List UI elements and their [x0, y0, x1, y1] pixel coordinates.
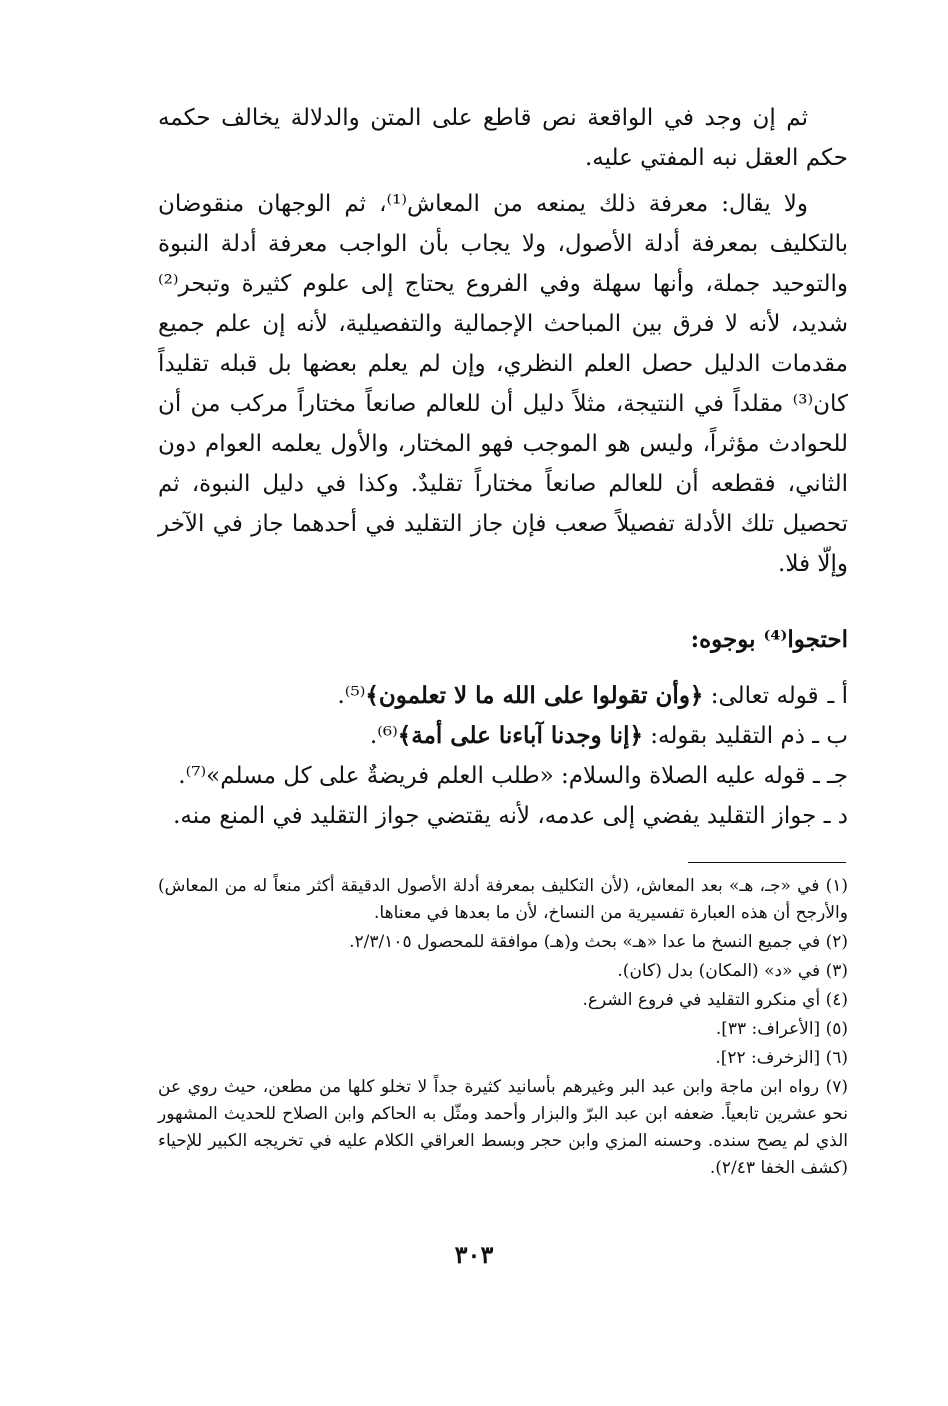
- item-text: قوله تعالى:: [710, 683, 819, 709]
- page-number: ٣٠٣: [454, 1240, 494, 1269]
- footnote: (٤) أي منكرو التقليد في فروع الشرع.: [582, 990, 848, 1010]
- footnote: (٦) [الزخرف: ٢٢].: [715, 1048, 848, 1068]
- item-marker: د ـ: [823, 803, 848, 829]
- item-text: قوله عليه الصلاة والسلام: «طلب العلم فريضةٌ على كل مسلم»: [206, 763, 806, 789]
- main-text: [158, 98, 848, 584]
- footnote: (٣) في «د» (المكان) بدل (كان).: [617, 961, 848, 981]
- paragraph: ولا يقال: معرفة ذلك يمنعه من المعاش⁽¹⁾، ثم الوجهان منقوضان بالتكليف بمعرفة أدلة الأصول، ولا يجاب بأن الواجب معرفة أدلة النبوة والتوحيد جملة، وأنها سهلة وفي الفروع يحتاج إلى علوم كثيرة وتبحر⁽²⁾ شديد، لأنه لا فرق بين المباحث الإجمالية والتفصيلية، لأنه إن علم جميع مقدمات الدليل حصل العلم النظري، وإن لم يعلم بعضها بل قبله تقليداً كان⁽³⁾ مقلداً في النتيجة، مثلاً دليل أن للعالم صانعاً مختاراً مركب من أن للحوادث مؤثراً، وليس هو الموجب فهو المختار، والأول يعلمه العوام دون الثاني، فقطعه أن للعالم صانعاً مختاراً تقليدٌ. وكذا في دليل النبوة، ثم تحصيل تلك الأدلة تفصيلاً صعب فإن جاز التقليد في أحدهما جاز في الآخر وإلّا فلا.: [158, 191, 848, 577]
- list-item: [158, 716, 848, 756]
- footnote-divider: [688, 862, 846, 863]
- footnote: (١) في «جـ، هـ» بعد المعاش، (لأن التكليف بمعرفة أدلة الأصول الدقيقة أكثر منعاً له من المعاش) والأرجح أن هذه العبارة تفسيرية من النساخ، لأن ما بعدها في معناها.: [158, 876, 848, 923]
- footnote: (٢) في جميع النسخ ما عدا «هـ» بحث و(هـ) موافقة للمحصول ٢/٣/١٠٥.: [349, 932, 848, 952]
- list-item: [158, 796, 848, 836]
- item-marker: جـ ـ: [812, 763, 848, 789]
- item-marker: ب ـ: [812, 723, 848, 749]
- footnote-ref: ⁽⁶⁾.: [369, 723, 398, 749]
- footnotes: [158, 873, 848, 1184]
- quran-quote: ﴿وأن تقولوا على الله ما لا تعلمون﴾: [365, 682, 704, 709]
- footnote-ref: ⁽⁵⁾.: [337, 683, 366, 709]
- list-item: [158, 756, 848, 796]
- argument-list: [158, 676, 848, 836]
- footnote: (٧) رواه ابن ماجة وابن عبد البر وغيرهم بأسانيد كثيرة جداً لا تخلو كلها من مطعن، حيث روي عن نحو عشرين تابعياً. ضعفه ابن عبد البرّ والبزار وأحمد ومثّل به الحاكم وابن الصلاح للحديث المشهور الذي لم يصح سنده. وحسنه المزي وابن حجر وبسط العراقي الكلام عليه في تخريجه الكبير للإحياء (كشف الخفا ٢/٤٣).: [158, 1077, 848, 1178]
- item-marker: أ ـ: [827, 683, 848, 709]
- item-text: ذم التقليد بقوله:: [650, 723, 805, 749]
- footnote: (٥) [الأعراف: ٣٣].: [715, 1019, 848, 1039]
- item-text: جواز التقليد يفضي إلى عدمه، لأنه يقتضي جواز التقليد في المنع منه.: [173, 803, 817, 829]
- paragraph: ثم إن وجد في الواقعة نص قاطع على المتن والدلالة يخالف حكمه حكم العقل نبه المفتي عليه.: [158, 105, 848, 171]
- section-heading: احتجوا⁽⁴⁾ بوجوه:: [690, 626, 848, 653]
- list-item: [158, 676, 848, 716]
- quran-quote: ﴿إنا وجدنا آباءنا على أمة﴾: [397, 722, 643, 749]
- footnote-ref: ⁽⁷⁾.: [178, 763, 207, 789]
